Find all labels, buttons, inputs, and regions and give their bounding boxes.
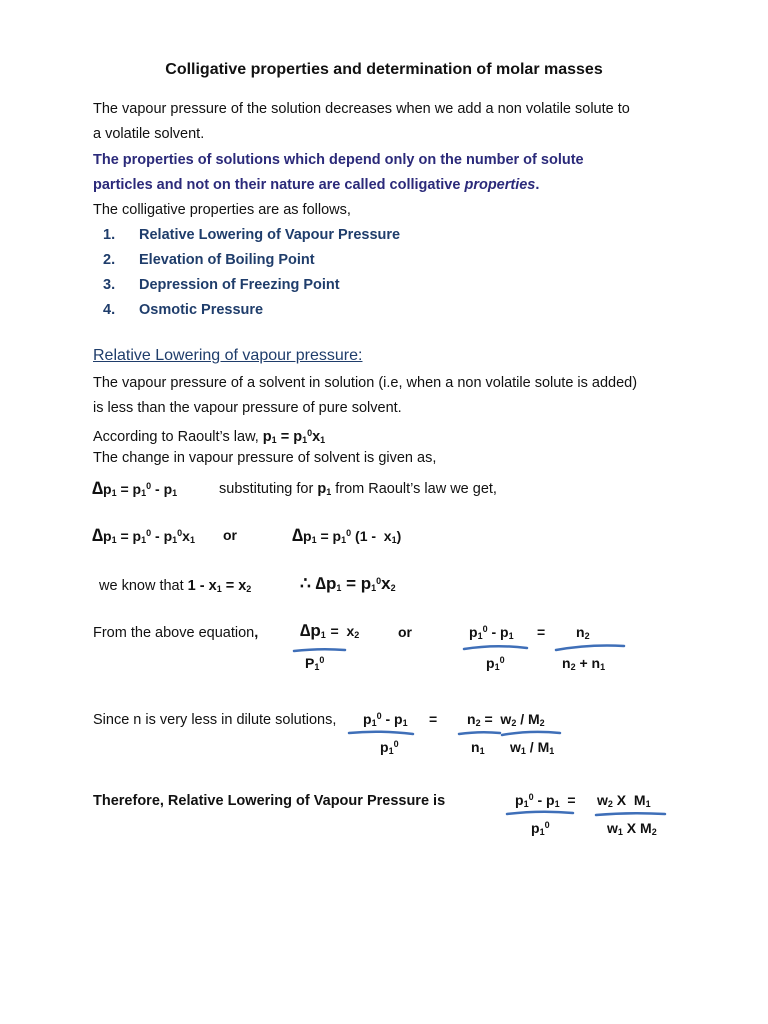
delta-equation-1: $\Delta p_1 = p_1^0 - p_1$	[92, 478, 178, 498]
final-fraction-numerator: $p_1^0 - p_1$ =	[515, 792, 576, 809]
fraction-bar-3	[556, 646, 624, 651]
fraction-bar-7	[507, 812, 573, 814]
list-num-1: 1.	[103, 227, 116, 243]
list-item-1: Relative Lowering of Vapour Pressure	[139, 227, 401, 243]
fraction-1-numerator: $\Delta p_1 = x_2$	[300, 621, 360, 640]
delta-equation-2: $\Delta p_1 = p_1^0 - p_1^0x_1$	[92, 525, 195, 545]
section-para-1: The vapour pressure of a solvent in solution (i.e, when a non volatile solute is added)	[93, 375, 638, 391]
since-text: Since n is very less in dilute solutions,	[93, 712, 337, 728]
fraction-bar-2	[464, 646, 527, 649]
delta-equation-3: $\Delta p_1 = p_1^0$ $(1 - x_1)$	[292, 525, 402, 545]
page-title: Colligative properties and determination of molar masses	[165, 61, 603, 78]
definition-line-2: particles and not on their nature are called colligative properties.	[93, 177, 540, 193]
since-mole-ratio: $n_2 = w_2 / M_2$	[467, 711, 545, 728]
fraction-3-numerator: $n_2$	[576, 624, 590, 641]
fraction-2-denominator: $p_1^0$	[486, 655, 505, 672]
fraction-3-denominator: $n_2 + n_1$	[562, 655, 606, 672]
intro-line-2: a volatile solvent.	[93, 126, 205, 142]
substituting-text: substituting for $p_1$ from Raoult’s law we get,	[219, 481, 497, 497]
since-w1-m1: $w_1 / M_1$	[510, 739, 555, 756]
equals-sign-1: =	[537, 624, 546, 640]
section-heading: Relative Lowering of vapour pressure:	[93, 347, 363, 364]
list-item-2: Elevation of Boiling Point	[139, 252, 315, 268]
fraction-bar-6	[502, 732, 560, 735]
final-result-denominator: $w_1$ X $M_2$	[607, 820, 657, 837]
final-result-numerator: $w_2$ X $M_1$	[597, 792, 651, 809]
equals-sign-2: =	[429, 711, 438, 727]
list-item-4: Osmotic Pressure	[139, 302, 264, 318]
since-n1: $n_1$	[471, 739, 485, 756]
list-num-4: 4.	[103, 302, 116, 318]
definition-line-1: The properties of solutions which depend only on the number of solute	[93, 152, 584, 168]
therefore-text: Therefore, Relative Lowering of Vapour Pressure is	[93, 793, 446, 809]
follows-text: The colligative properties are as follows,	[93, 202, 351, 218]
or-label-2: or	[398, 624, 412, 640]
we-know-line: we know that $1 - x_1 = x_2$	[99, 578, 252, 594]
change-line: The change in vapour pressure of solvent is given as,	[93, 450, 437, 466]
intro-line-1: The vapour pressure of the solution decreases when we add a non volatile solute to	[93, 101, 630, 117]
list-num-3: 3.	[103, 277, 116, 293]
raoult-law-line: According to Raoult’s law, $p_1 = p_1^0x_1$	[93, 428, 326, 445]
final-fraction-denominator: $p_1^0$	[531, 820, 550, 837]
list-item-3: Depression of Freezing Point	[139, 277, 340, 293]
fraction-2-numerator: $p_1^0 - p_1$	[469, 624, 514, 641]
fraction-bar-4	[349, 732, 413, 734]
from-above-text: From the above equation,	[93, 625, 259, 641]
list-num-2: 2.	[103, 252, 116, 268]
since-fraction-numerator: $p_1^0 - p_1$	[363, 711, 408, 728]
fraction-bar-5	[459, 732, 500, 734]
section-para-2: is less than the vapour pressure of pure solvent.	[93, 400, 402, 416]
or-label-1: or	[223, 527, 237, 543]
fraction-bar-8	[596, 813, 665, 815]
since-fraction-denominator: $p_1^0$	[380, 739, 399, 756]
fraction-1-denominator: $P_1^0$	[305, 655, 325, 672]
fraction-bar-1	[294, 649, 345, 651]
therefore-equation: ∴ $\Delta p_1 = p_1^0x_2$	[300, 574, 396, 593]
